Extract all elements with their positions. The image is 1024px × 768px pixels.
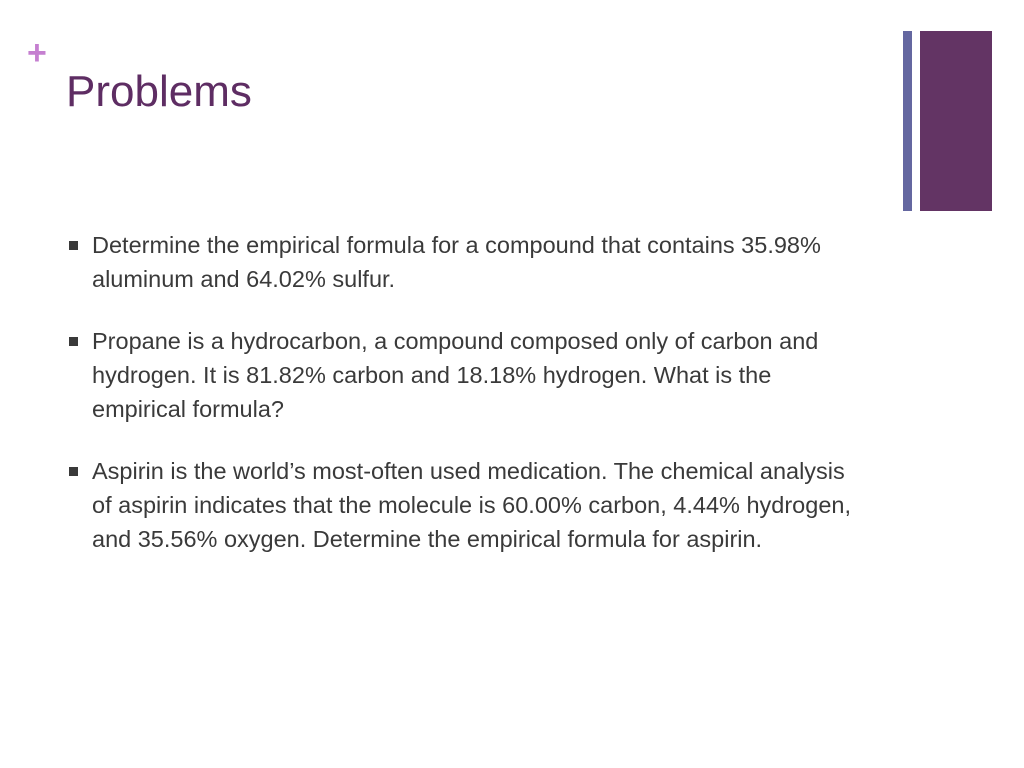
plus-icon: + [27,34,47,72]
problem-text: Aspirin is the world’s most-often used medication. The chemical analysis of aspirin indicates that the molecule is 60.00% carbon, 4.44% hydrogen, and 35.56% oxygen. Determine the empirical formula for aspirin. [92,458,851,552]
problem-text: Determine the empirical formula for a compound that contains 35.98% aluminum and 64.02% sulfur. [92,232,821,292]
problem-item-propane [66,324,866,426]
slide-title: Problems [66,67,252,116]
square-bullet-icon [69,241,78,250]
square-bullet-icon [69,467,78,476]
square-bullet-icon [69,337,78,346]
problem-text: Propane is a hydrocarbon, a compound composed only of carbon and hydrogen. It is 81.82% carbon and 18.18% hydrogen. What is the empirical formula? [92,328,819,422]
accent-bar-thin [903,31,912,211]
problem-item-aspirin [66,454,866,556]
problem-item-aluminum-sulfur [66,228,866,296]
accent-bar-thick [920,31,992,211]
problem-list [66,228,866,584]
